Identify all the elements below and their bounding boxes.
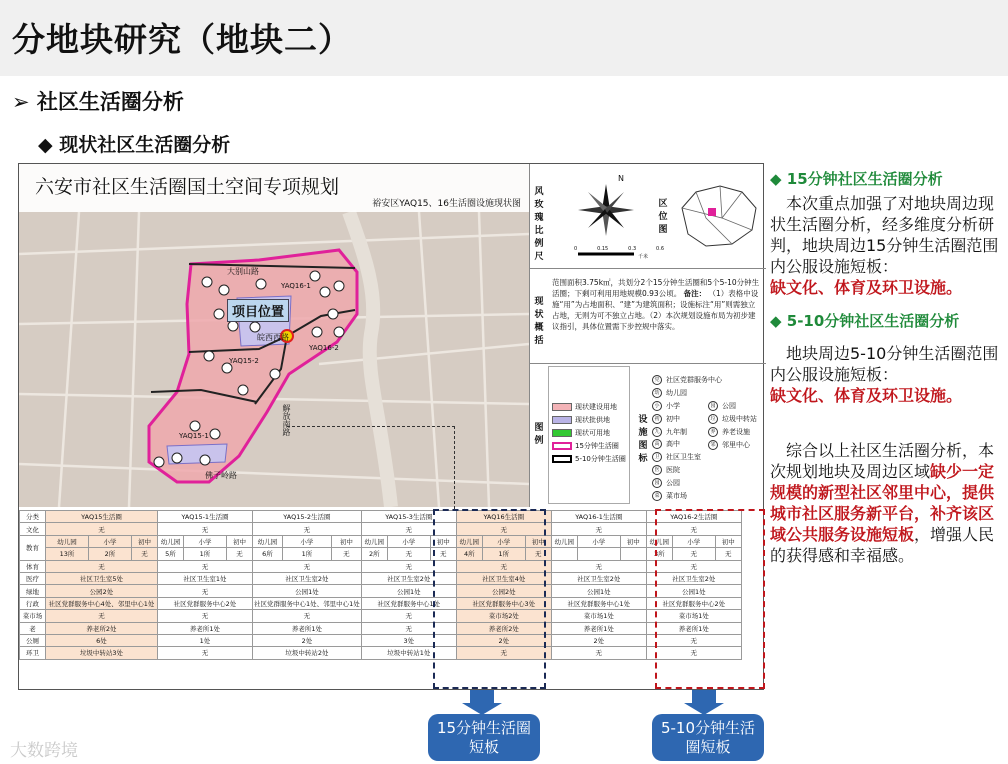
facility-label: 高中 (666, 440, 680, 449)
road-label: 解放南路 (282, 404, 291, 436)
table-row (20, 622, 742, 634)
legend-swatch (552, 403, 572, 411)
table-cell: 无 (158, 647, 253, 659)
table-cell: 无 (46, 610, 158, 622)
status-text (552, 277, 760, 332)
table-cell: 社区党群服务中心2处 (158, 597, 253, 609)
facility-table (19, 510, 742, 660)
legend-item (552, 454, 626, 464)
summary-text: ，增强人民的获得感和幸福感。 (770, 525, 995, 565)
facility-icon: 菜 (652, 491, 662, 501)
highlight-yaq16 (433, 509, 546, 689)
table-cell: 无 (525, 548, 551, 560)
analysis-heading-15min: ◆ 15分钟社区生活圈分析 (770, 170, 943, 188)
table-cell: 垃圾中转站3处 (46, 647, 158, 659)
facility-icon: 园 (652, 478, 662, 488)
column-header: 初中 (227, 535, 253, 547)
legend-swatch (552, 416, 572, 424)
table-cell: 社区党群服务中心1处 (551, 597, 646, 609)
column-header: 初中 (525, 535, 551, 547)
table-cell: 无 (646, 647, 741, 659)
table-row (20, 647, 742, 659)
table-row (20, 523, 742, 535)
divider (530, 363, 766, 364)
column-header: 初中 (620, 535, 646, 547)
scale-tick: 0 (574, 246, 578, 252)
arrow-marker-icon: ➢ (12, 90, 30, 114)
table-cell: 社区卫生室4处 (456, 572, 551, 584)
legend-item (552, 402, 617, 412)
highlight-yaq16-2 (655, 509, 765, 689)
map-subtitle: 裕安区YAQ15、16生活圈设施现状图 (372, 199, 521, 209)
table-cell: 2处 (551, 634, 646, 646)
facility-icon: 小 (652, 401, 662, 411)
column-header: 幼儿园 (253, 535, 283, 547)
arrow-down-icon (470, 690, 494, 704)
table-cell: 无 (46, 560, 158, 572)
zone-label: YAQ16-1 (281, 282, 311, 290)
summary-highlight: 缺少一定规模的新型社区邻里中心，提供城市社区服务新平台，补齐该区域公共服务设施短板 (770, 462, 995, 544)
table-cell: 社区卫生室2处 (253, 572, 362, 584)
table-cell: 1所 (482, 548, 525, 560)
leader-line (287, 426, 455, 427)
table-cell: 无 (361, 622, 456, 634)
table-cell: 菜市场1处 (646, 610, 741, 622)
zone-label: YAQ16-2 (309, 344, 339, 352)
scale-tick: 0.15 (597, 246, 609, 252)
facility-icon: 九 (652, 427, 662, 437)
table-row (20, 511, 742, 523)
callout-15min-shortfall (428, 714, 540, 761)
column-header: 幼儿园 (551, 535, 577, 547)
table-cell: 无 (361, 523, 456, 535)
column-header: 幼儿园 (646, 535, 672, 547)
table-cell: 无 (456, 560, 551, 572)
divider (530, 268, 766, 269)
analysis-heading-5-10min: ◆ 5-10分钟社区生活圈分析 (770, 312, 960, 330)
facility-icons-label: 设施图标 (638, 415, 648, 464)
scale-tick: 0.3 (628, 246, 637, 252)
subsection-heading-text: 现状社区生活圈分析 (59, 134, 231, 156)
table-cell: 无 (551, 560, 646, 572)
table-cell: 2处 (253, 634, 362, 646)
facility-icon: 邻 (708, 440, 718, 450)
leader-line (454, 426, 455, 509)
row-header: 教育 (20, 535, 46, 560)
table-cell: 无 (430, 548, 456, 560)
table-cell: 无 (646, 523, 741, 535)
table-cell: 养老所1处 (551, 622, 646, 634)
table-cell: 养老所1处 (158, 622, 253, 634)
table-cell: 2处 (456, 634, 551, 646)
table-cell: 社区党群服务中心1处、邻里中心1处 (253, 597, 362, 609)
table-cell: 养老所1处 (253, 622, 362, 634)
table-cell: 无 (387, 548, 430, 560)
row-header: 绿地 (20, 585, 46, 597)
legend-swatch (552, 455, 572, 463)
facility-item (652, 374, 722, 387)
callout-line: 15分钟生活圈 (436, 719, 532, 737)
table-cell: 公园1处 (361, 585, 456, 597)
table-cell: 3处 (361, 634, 456, 646)
facility-item (652, 451, 722, 464)
map-panel (19, 164, 529, 507)
table-cell: 13所 (46, 548, 89, 560)
row-header: 老 (20, 622, 46, 634)
table-cell: 无 (456, 523, 551, 535)
table-cell: YAQ15生活圈 (46, 511, 158, 523)
table-cell: 无 (227, 548, 253, 560)
table-cell: 养老所2处 (46, 622, 158, 634)
map-title: 六安市社区生活圈国土空间专项规划 (35, 176, 340, 198)
table-cell (577, 548, 620, 560)
legend-text: 5-10分钟生活圈 (575, 455, 626, 463)
facility-item (708, 438, 757, 451)
facility-icon: 高 (652, 439, 662, 449)
status-note-label: 备注： (683, 289, 707, 298)
facility-item (652, 476, 722, 489)
facility-item (708, 426, 757, 439)
table-cell: 垃圾中转站1处 (361, 647, 456, 659)
legend-swatch (552, 442, 572, 450)
column-header: 幼儿园 (361, 535, 387, 547)
table-row (20, 597, 742, 609)
scale-unit: 千米 (638, 254, 649, 260)
table-row (20, 548, 742, 560)
column-header: 初中 (430, 535, 456, 547)
table-cell: 2所 (361, 548, 387, 560)
table-cell: 5所 (158, 548, 184, 560)
column-header: 小学 (387, 535, 430, 547)
table-row (20, 610, 742, 622)
table-cell: 养老所2处 (456, 622, 551, 634)
section-heading (12, 86, 184, 116)
table-cell: 社区党群服务中心3处 (456, 597, 551, 609)
row-header: 行政 (20, 597, 46, 609)
facility-label: 初中 (666, 414, 680, 423)
row-header: 公厕 (20, 634, 46, 646)
table-cell: 无 (551, 647, 646, 659)
facility-item (652, 387, 722, 400)
arrow-down-icon (692, 690, 716, 704)
north-label: N (618, 174, 624, 183)
row-header: 体育 (20, 560, 46, 572)
status-note: （1）表格中设施“用”为占地面积、“建”为建筑面积；设施标注“用”则需独立占地，无则为可不独立占地。（2）本次规划设施布局为初步建议指引，具体位置需下步控规中落实。 (552, 289, 759, 331)
legend-swatch (552, 429, 572, 437)
table-row (20, 560, 742, 572)
legend-text: 现状批供地 (575, 416, 610, 424)
table-row (20, 634, 742, 646)
legend-text: 现状可用地 (575, 429, 610, 437)
summary-text: 综合以上社区生活圈分析，本次规划地块及周边区域 (770, 441, 995, 481)
facility-label: 养老设施 (722, 427, 750, 436)
row-header: 文化 (20, 523, 46, 535)
table-cell: YAQ15-1生活圈 (158, 511, 253, 523)
section-heading-text: 社区生活圈分析 (36, 90, 184, 114)
facility-icon: 医 (652, 465, 662, 475)
callout-line: 圈短板 (685, 738, 731, 756)
facility-item (652, 489, 722, 502)
table-cell: 无 (456, 647, 551, 659)
scale-ticks (574, 246, 664, 252)
legend-item (552, 441, 619, 451)
table-cell: 无 (361, 610, 456, 622)
summary-paragraph (770, 440, 1008, 566)
road-label: 大别山路 (227, 267, 259, 276)
table-cell: 公园1处 (646, 585, 741, 597)
map-sidebar (529, 164, 765, 507)
facility-label: 医院 (666, 465, 680, 474)
location-map-icon (676, 178, 762, 252)
table-cell: 无 (158, 560, 253, 572)
legend-label: 图例 (534, 423, 544, 446)
facility-label: 邻里中心 (722, 440, 750, 449)
column-header: 初中 (332, 535, 362, 547)
analysis-text: 本次重点加强了对地块周边现状生活圈分析，经多维度分析研判，地块周边15分钟生活圈范围内公服设施短板： (770, 194, 999, 276)
zone-label: YAQ15-2 (229, 357, 259, 365)
table-cell: 公园2处 (46, 585, 158, 597)
column-header: 小学 (577, 535, 620, 547)
table-cell: 无 (646, 634, 741, 646)
row-header: 分类 (20, 511, 46, 523)
project-location-label: 项目位置 (227, 299, 289, 322)
column-header: 小学 (89, 535, 132, 547)
road-label: 皖西西路 (257, 333, 289, 342)
table-cell: 6所 (253, 548, 283, 560)
analysis-paragraph (770, 193, 1008, 298)
facility-item (708, 413, 757, 426)
row-header: 医疗 (20, 572, 46, 584)
facility-label: 公园 (722, 402, 736, 411)
table-cell: 无 (158, 610, 253, 622)
analysis-paragraph (770, 343, 1008, 406)
table-cell: 无 (158, 585, 253, 597)
facility-label: 垃圾中转站 (722, 415, 757, 424)
table-cell: 菜市场1处 (551, 610, 646, 622)
table-cell: 社区卫生室1处 (158, 572, 253, 584)
column-header: 小学 (184, 535, 227, 547)
table-cell: 无 (132, 548, 158, 560)
facility-label: 九年制 (666, 427, 687, 436)
status-label: 现状概括 (534, 297, 544, 346)
road-label: 佛子岭路 (205, 471, 237, 480)
table-cell (551, 548, 577, 560)
page-title: 分地块研究（地块二） (12, 20, 352, 59)
table-cell: 社区卫生室2处 (361, 572, 456, 584)
facility-icon: 幼 (652, 388, 662, 398)
table-cell: 2所 (89, 548, 132, 560)
facility-icon: 垃 (708, 414, 718, 424)
table-cell: 无 (551, 523, 646, 535)
facility-icon: 养 (708, 427, 718, 437)
column-header: 初中 (715, 535, 741, 547)
table-cell: YAQ16-1生活圈 (551, 511, 646, 523)
planning-figure (18, 163, 764, 690)
table-cell: 无 (646, 560, 741, 572)
table-cell: YAQ16生活圈 (456, 511, 551, 523)
table-cell: YAQ15-3生活圈 (361, 511, 456, 523)
status-summary: 范围面积3.75k㎡，共划分2个15分钟生活圈和5个5-10分钟生活圈；下剩可利用用地规模0.93公顷。 (552, 278, 760, 298)
zone-label: YAQ15-1 (179, 432, 209, 440)
table-cell: 公园1处 (551, 585, 646, 597)
callout-5-10min-shortfall (652, 714, 764, 761)
table-cell: 无 (672, 548, 715, 560)
facility-label: 公园 (666, 478, 680, 487)
table-cell: 无 (253, 523, 362, 535)
facility-icon: 卫 (652, 452, 662, 462)
table-cell: 无 (715, 548, 741, 560)
column-header: 小学 (282, 535, 331, 547)
table-cell: 社区卫生室2处 (646, 572, 741, 584)
table-row (20, 572, 742, 584)
legend-text: 15分钟生活圈 (575, 442, 619, 450)
scale-tick: 0.6 (656, 246, 664, 252)
table-cell: 3所 (646, 548, 672, 560)
table-cell: 公园2处 (456, 585, 551, 597)
table-row (20, 535, 742, 547)
column-header: 幼儿园 (158, 535, 184, 547)
callout-line: 5-10分钟生活 (660, 719, 756, 737)
table-cell: 社区党群服务中心4处、邻里中心1处 (46, 597, 158, 609)
column-header: 幼儿园 (456, 535, 482, 547)
column-header: 小学 (482, 535, 525, 547)
legend-item (552, 415, 610, 425)
column-header: 小学 (672, 535, 715, 547)
facility-icon: 园 (708, 401, 718, 411)
facility-item (708, 400, 757, 413)
table-cell: 6处 (46, 634, 158, 646)
table-cell: 社区党群服务中心1处 (361, 597, 456, 609)
facility-label: 小学 (666, 401, 680, 410)
table-cell: 无 (158, 523, 253, 535)
table-cell: 社区卫生室5处 (46, 572, 158, 584)
table-cell: 垃圾中转站2处 (253, 647, 362, 659)
legend-item (552, 428, 610, 438)
table-cell: 无 (332, 548, 362, 560)
diamond-marker-icon: ◆ (38, 134, 53, 156)
column-header: 初中 (132, 535, 158, 547)
row-header: 菜市场 (20, 610, 46, 622)
table-cell: 菜市场2处 (456, 610, 551, 622)
table-cell: 1所 (282, 548, 331, 560)
table-row (20, 585, 742, 597)
wind-rose-label: 风玫瑰比例尺 (534, 187, 544, 262)
table-cell: 公园1处 (253, 585, 362, 597)
facility-label: 菜市场 (666, 491, 687, 500)
table-cell: 社区党群服务中心2处 (646, 597, 741, 609)
analysis-heading-text: 15分钟社区生活圈分析 (786, 170, 943, 188)
table-cell: 4所 (456, 548, 482, 560)
table-cell: YAQ15-2生活圈 (253, 511, 362, 523)
location-map-label: 区位图 (658, 199, 668, 235)
facility-item (652, 464, 722, 477)
facility-label: 社区党群服务中心 (666, 376, 722, 385)
facility-icon: 初 (652, 414, 662, 424)
shortfall-text: 缺文化、体育及环卫设施。 (770, 278, 963, 297)
column-header: 幼儿园 (46, 535, 89, 547)
table-cell (620, 548, 646, 560)
analysis-heading-text: 5-10分钟社区生活圈分析 (786, 312, 960, 330)
table-cell: 养老所1处 (646, 622, 741, 634)
legend-text: 现状建设用地 (575, 403, 617, 411)
table-cell: YAQ16-2生活圈 (646, 511, 741, 523)
shortfall-text: 缺文化、体育及环卫设施。 (770, 386, 963, 405)
subsection-heading (38, 130, 230, 157)
watermark: 大数跨境 (10, 741, 78, 761)
facility-list (708, 400, 757, 451)
row-header: 环卫 (20, 647, 46, 659)
table-cell: 无 (253, 610, 362, 622)
table-cell: 1处 (158, 634, 253, 646)
facility-label: 社区卫生室 (666, 453, 701, 462)
facility-label: 幼儿园 (666, 389, 687, 398)
analysis-text: 地块周边5-10分钟生活圈范围内公服设施短板： (770, 344, 999, 384)
callout-line: 短板 (468, 738, 499, 756)
table-cell: 无 (46, 523, 158, 535)
table-cell: 社区卫生室2处 (551, 572, 646, 584)
analysis-panel (770, 168, 1008, 566)
facility-icon: 党 (652, 375, 662, 385)
table-cell: 1所 (184, 548, 227, 560)
table-cell: 无 (253, 560, 362, 572)
table-cell: 无 (361, 560, 456, 572)
